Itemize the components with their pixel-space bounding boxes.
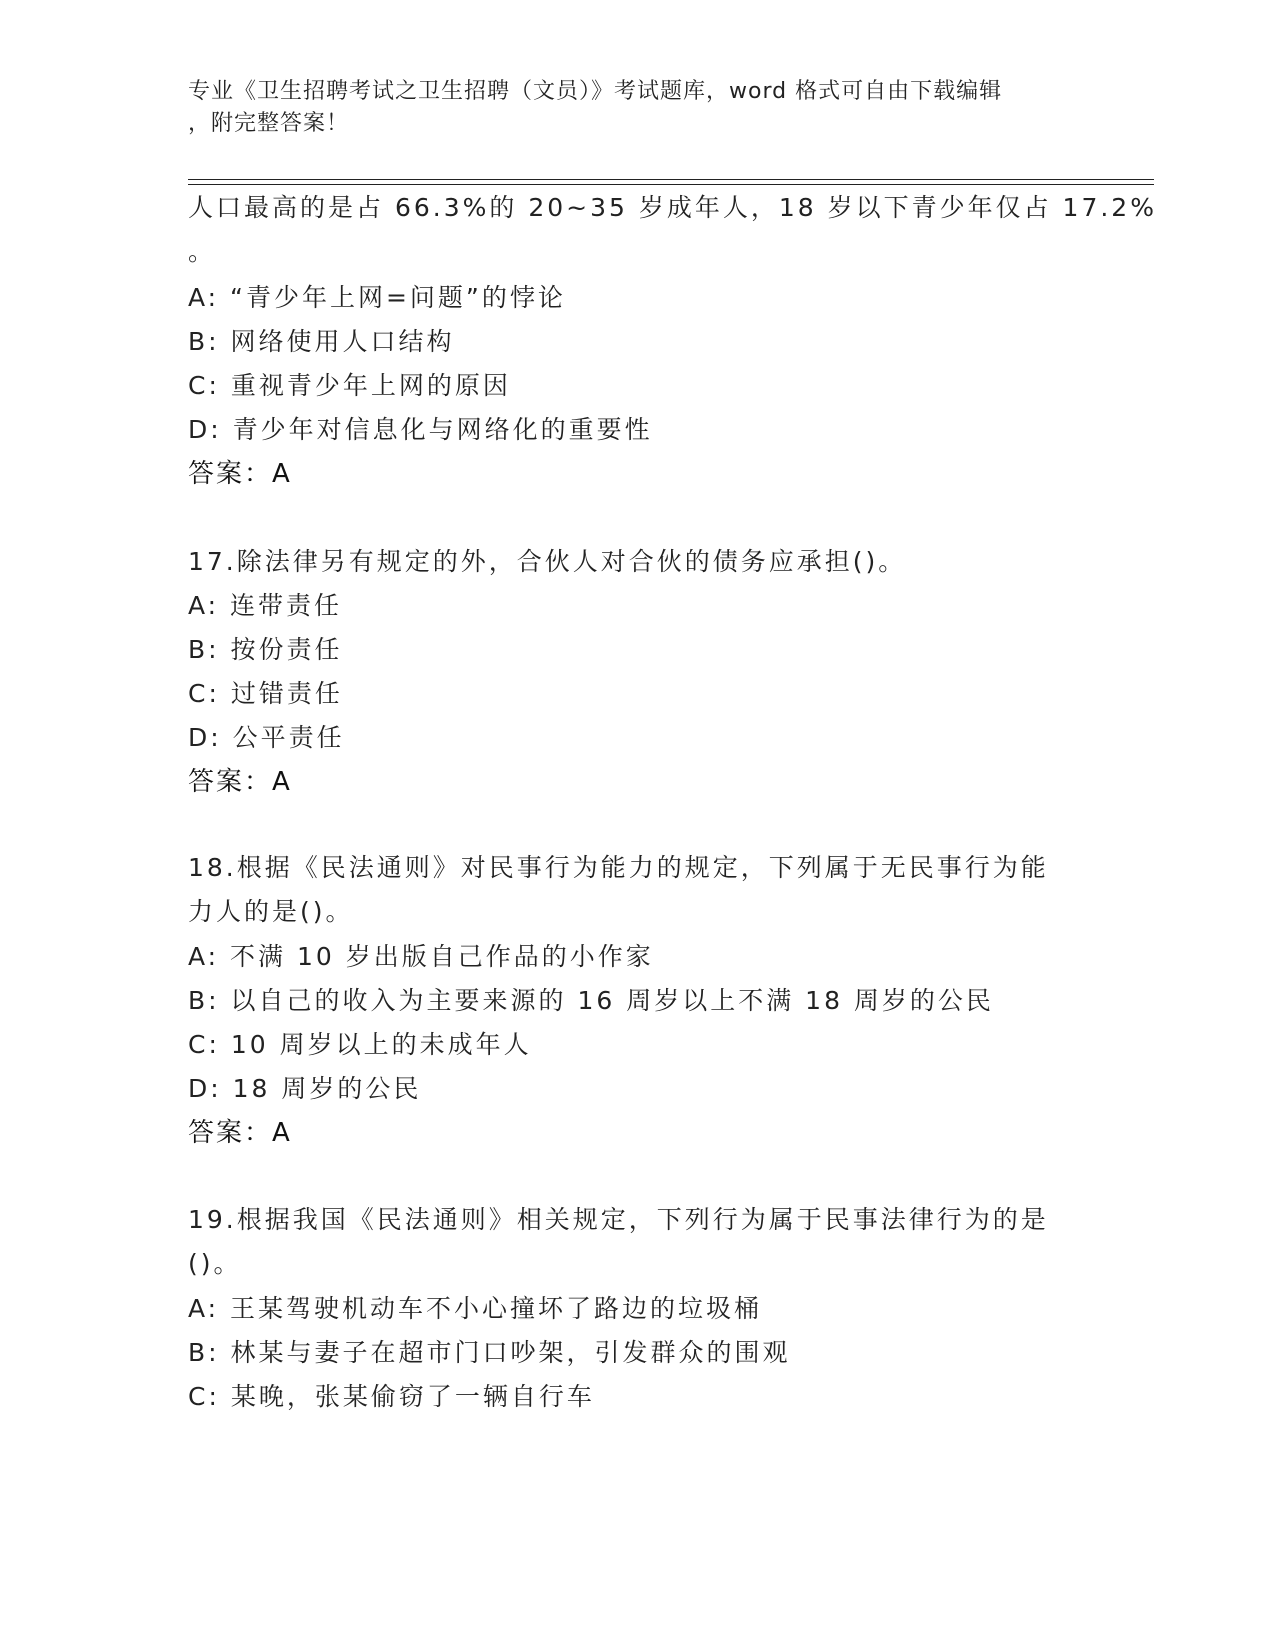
document-header xyxy=(188,76,1088,140)
question-17-option-d: D: 公平责任 xyxy=(188,723,345,752)
question-19-option-b: B: 林某与妻子在超市门口吵架，引发群众的围观 xyxy=(188,1338,791,1367)
question-16-option-a: A: “青少年上网=问题”的悖论 xyxy=(188,283,566,312)
question-18-answer: 答案：A xyxy=(188,1118,292,1148)
question-17-stem: 17.除法律另有规定的外，合伙人对合伙的债务应承担()。 xyxy=(188,547,907,576)
question-18-option-b: B: 以自己的收入为主要来源的 16 周岁以上不满 18 周岁的公民 xyxy=(188,986,994,1015)
question-19-option-c: C: 某晚，张某偷窃了一辆自行车 xyxy=(188,1382,595,1411)
header-rule-top xyxy=(188,179,1154,180)
question-17-answer: 答案：A xyxy=(188,767,292,797)
question-16-stem-line-1: 人口最高的是占 66.3%的 20~35 岁成年人，18 岁以下青少年仅占 17.2% xyxy=(188,193,1157,222)
question-19-stem-line-2: ()。 xyxy=(188,1249,242,1278)
question-19-option-a: A: 王某驾驶机动车不小心撞坏了路边的垃圾桶 xyxy=(188,1294,763,1323)
question-19-stem-line-1: 19.根据我国《民法通则》相关规定，下列行为属于民事法律行为的是 xyxy=(188,1205,1049,1234)
question-18-stem-line-2: 力人的是()。 xyxy=(188,897,354,926)
question-16-option-c: C: 重视青少年上网的原因 xyxy=(188,371,511,400)
question-16-stem-line-2: 。 xyxy=(188,237,217,266)
header-line-1: 专业《卫生招聘考试之卫生招聘（文员）》考试题库，word 格式可自由下载编辑 xyxy=(188,79,1003,104)
question-18-option-d: D: 18 周岁的公民 xyxy=(188,1074,422,1103)
question-17-option-b: B: 按份责任 xyxy=(188,635,343,664)
question-17-option-a: A: 连带责任 xyxy=(188,591,343,620)
question-17-option-c: C: 过错责任 xyxy=(188,679,343,708)
question-16-option-b: B: 网络使用人口结构 xyxy=(188,327,455,356)
question-16-answer: 答案：A xyxy=(188,459,292,489)
header-rule-bottom xyxy=(188,184,1154,185)
question-18-stem-line-1: 18.根据《民法通则》对民事行为能力的规定，下列属于无民事行为能 xyxy=(188,853,1049,882)
question-18-option-a: A: 不满 10 岁出版自己作品的小作家 xyxy=(188,942,654,971)
question-18-option-c: C: 10 周岁以上的未成年人 xyxy=(188,1030,532,1059)
header-line-2: ，附完整答案！ xyxy=(188,111,350,136)
question-16-option-d: D: 青少年对信息化与网络化的重要性 xyxy=(188,415,653,444)
